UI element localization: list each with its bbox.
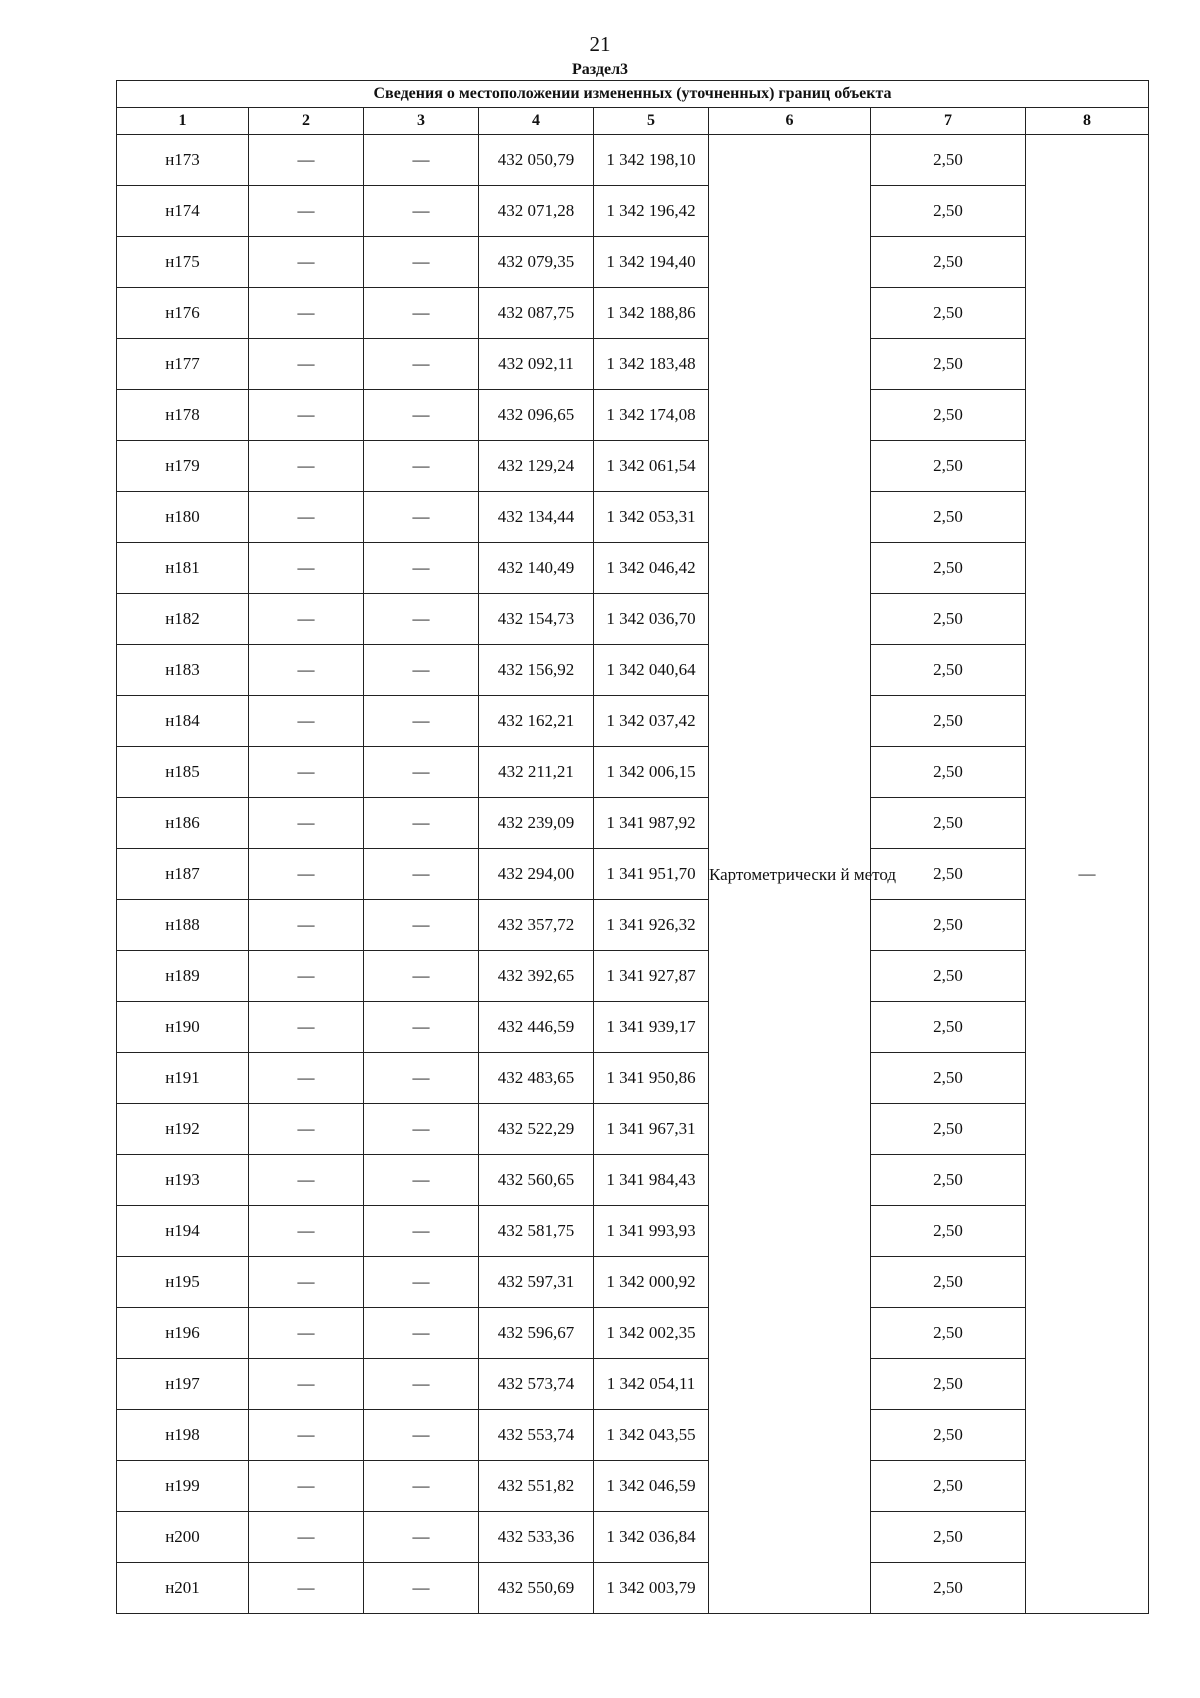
y-coordinate-cell: 1 342 046,42 [594, 543, 709, 594]
x-coordinate-cell: 432 357,72 [479, 900, 594, 951]
table-row [117, 900, 1149, 951]
col2-cell: — [249, 1104, 364, 1155]
y-coordinate-cell: 1 341 993,93 [594, 1206, 709, 1257]
table-row [117, 1410, 1149, 1461]
y-coordinate-cell: 1 342 183,48 [594, 339, 709, 390]
column-header-row [117, 108, 1149, 135]
table-row [117, 390, 1149, 441]
accuracy-cell: 2,50 [871, 1461, 1026, 1512]
column-header-2: 2 [249, 108, 364, 135]
point-cell: н199 [117, 1461, 249, 1512]
col2-cell: — [249, 1002, 364, 1053]
y-coordinate-cell: 1 342 000,92 [594, 1257, 709, 1308]
accuracy-cell: 2,50 [871, 1410, 1026, 1461]
x-coordinate-cell: 432 446,59 [479, 1002, 594, 1053]
accuracy-cell: 2,50 [871, 696, 1026, 747]
table-row [117, 1563, 1149, 1614]
table-row [117, 1104, 1149, 1155]
x-coordinate-cell: 432 551,82 [479, 1461, 594, 1512]
y-coordinate-cell: 1 341 984,43 [594, 1155, 709, 1206]
table-caption: Сведения о местоположении измененных (уточненных) границ объекта [117, 81, 1149, 108]
point-cell: н183 [117, 645, 249, 696]
x-coordinate-cell: 432 087,75 [479, 288, 594, 339]
table-row [117, 1308, 1149, 1359]
y-coordinate-cell: 1 341 950,86 [594, 1053, 709, 1104]
column-header-6: 6 [709, 108, 871, 135]
point-cell: н195 [117, 1257, 249, 1308]
point-cell: н189 [117, 951, 249, 1002]
point-cell: н200 [117, 1512, 249, 1563]
table-row [117, 951, 1149, 1002]
y-coordinate-cell: 1 342 054,11 [594, 1359, 709, 1410]
table-row [117, 288, 1149, 339]
point-cell: н181 [117, 543, 249, 594]
col3-cell: — [364, 900, 479, 951]
y-coordinate-cell: 1 341 927,87 [594, 951, 709, 1002]
col2-cell: — [249, 1512, 364, 1563]
point-cell: н176 [117, 288, 249, 339]
point-cell: н192 [117, 1104, 249, 1155]
x-coordinate-cell: 432 239,09 [479, 798, 594, 849]
col3-cell: — [364, 594, 479, 645]
x-coordinate-cell: 432 079,35 [479, 237, 594, 288]
accuracy-cell: 2,50 [871, 798, 1026, 849]
col2-cell: — [249, 645, 364, 696]
col3-cell: — [364, 1053, 479, 1104]
section-title: Раздел3 [571, 61, 629, 78]
y-coordinate-cell: 1 342 061,54 [594, 441, 709, 492]
point-cell: н182 [117, 594, 249, 645]
col3-cell: — [364, 696, 479, 747]
col2-cell: — [249, 696, 364, 747]
col2-cell: — [249, 1359, 364, 1410]
x-coordinate-cell: 432 560,65 [479, 1155, 594, 1206]
col3-cell: — [364, 1359, 479, 1410]
table-row [117, 543, 1149, 594]
accuracy-cell: 2,50 [871, 900, 1026, 951]
col8-cell: — [1026, 135, 1149, 1614]
accuracy-cell: 2,50 [871, 1155, 1026, 1206]
x-coordinate-cell: 432 071,28 [479, 186, 594, 237]
y-coordinate-cell: 1 342 053,31 [594, 492, 709, 543]
table-row [117, 339, 1149, 390]
x-coordinate-cell: 432 211,21 [479, 747, 594, 798]
x-coordinate-cell: 432 392,65 [479, 951, 594, 1002]
col2-cell: — [249, 288, 364, 339]
col3-cell: — [364, 798, 479, 849]
y-coordinate-cell: 1 341 926,32 [594, 900, 709, 951]
table-row [117, 135, 1149, 186]
y-coordinate-cell: 1 342 002,35 [594, 1308, 709, 1359]
point-cell: н178 [117, 390, 249, 441]
col2-cell: — [249, 1155, 364, 1206]
y-coordinate-cell: 1 342 036,84 [594, 1512, 709, 1563]
x-coordinate-cell: 432 096,65 [479, 390, 594, 441]
accuracy-cell: 2,50 [871, 747, 1026, 798]
table-row [117, 1002, 1149, 1053]
table-body [117, 135, 1149, 1614]
y-coordinate-cell: 1 342 196,42 [594, 186, 709, 237]
col3-cell: — [364, 1308, 479, 1359]
x-coordinate-cell: 432 596,67 [479, 1308, 594, 1359]
column-header-4: 4 [479, 108, 594, 135]
page-number: 21 [589, 32, 611, 56]
y-coordinate-cell: 1 341 987,92 [594, 798, 709, 849]
accuracy-cell: 2,50 [871, 1206, 1026, 1257]
col3-cell: — [364, 288, 479, 339]
table-row [117, 1512, 1149, 1563]
table-row [117, 1359, 1149, 1410]
accuracy-cell: 2,50 [871, 1563, 1026, 1614]
col3-cell: — [364, 1206, 479, 1257]
col3-cell: — [364, 237, 479, 288]
col2-cell: — [249, 390, 364, 441]
table-row [117, 1461, 1149, 1512]
point-cell: н187 [117, 849, 249, 900]
table-row [117, 237, 1149, 288]
column-header-1: 1 [117, 108, 249, 135]
x-coordinate-cell: 432 597,31 [479, 1257, 594, 1308]
column-header-8: 8 [1026, 108, 1149, 135]
accuracy-cell: 2,50 [871, 135, 1026, 186]
col3-cell: — [364, 645, 479, 696]
point-cell: н186 [117, 798, 249, 849]
column-header-7: 7 [871, 108, 1026, 135]
point-cell: н184 [117, 696, 249, 747]
col3-cell: — [364, 441, 479, 492]
col2-cell: — [249, 339, 364, 390]
col2-cell: — [249, 1053, 364, 1104]
col3-cell: — [364, 186, 479, 237]
table-row [117, 645, 1149, 696]
point-cell: н188 [117, 900, 249, 951]
x-coordinate-cell: 432 573,74 [479, 1359, 594, 1410]
y-coordinate-cell: 1 342 194,40 [594, 237, 709, 288]
x-coordinate-cell: 432 156,92 [479, 645, 594, 696]
x-coordinate-cell: 432 162,21 [479, 696, 594, 747]
accuracy-cell: 2,50 [871, 1002, 1026, 1053]
x-coordinate-cell: 432 553,74 [479, 1410, 594, 1461]
accuracy-cell: 2,50 [871, 951, 1026, 1002]
point-cell: н194 [117, 1206, 249, 1257]
x-coordinate-cell: 432 140,49 [479, 543, 594, 594]
accuracy-cell: 2,50 [871, 186, 1026, 237]
accuracy-cell: 2,50 [871, 1053, 1026, 1104]
y-coordinate-cell: 1 342 003,79 [594, 1563, 709, 1614]
accuracy-cell: 2,50 [871, 1104, 1026, 1155]
col3-cell: — [364, 1563, 479, 1614]
accuracy-cell: 2,50 [871, 645, 1026, 696]
accuracy-cell: 2,50 [871, 1308, 1026, 1359]
col2-cell: — [249, 1461, 364, 1512]
col2-cell: — [249, 135, 364, 186]
col2-cell: — [249, 747, 364, 798]
accuracy-cell: 2,50 [871, 492, 1026, 543]
table-row [117, 1206, 1149, 1257]
col3-cell: — [364, 339, 479, 390]
col3-cell: — [364, 1512, 479, 1563]
col3-cell: — [364, 1257, 479, 1308]
col3-cell: — [364, 1155, 479, 1206]
point-cell: н197 [117, 1359, 249, 1410]
point-cell: н177 [117, 339, 249, 390]
y-coordinate-cell: 1 342 188,86 [594, 288, 709, 339]
x-coordinate-cell: 432 550,69 [479, 1563, 594, 1614]
col3-cell: — [364, 1002, 479, 1053]
accuracy-cell: 2,50 [871, 1359, 1026, 1410]
table-row [117, 747, 1149, 798]
accuracy-cell: 2,50 [871, 594, 1026, 645]
point-cell: н174 [117, 186, 249, 237]
accuracy-cell: 2,50 [871, 237, 1026, 288]
x-coordinate-cell: 432 050,79 [479, 135, 594, 186]
y-coordinate-cell: 1 341 951,70 [594, 849, 709, 900]
col2-cell: — [249, 900, 364, 951]
point-cell: н196 [117, 1308, 249, 1359]
accuracy-cell: 2,50 [871, 1257, 1026, 1308]
table-row [117, 798, 1149, 849]
point-cell: н173 [117, 135, 249, 186]
y-coordinate-cell: 1 342 036,70 [594, 594, 709, 645]
point-cell: н193 [117, 1155, 249, 1206]
method-cell: Картометрически й метод [709, 135, 871, 1614]
col2-cell: — [249, 951, 364, 1002]
y-coordinate-cell: 1 342 040,64 [594, 645, 709, 696]
col3-cell: — [364, 1461, 479, 1512]
col3-cell: — [364, 1410, 479, 1461]
table-row [117, 1053, 1149, 1104]
col3-cell: — [364, 135, 479, 186]
x-coordinate-cell: 432 129,24 [479, 441, 594, 492]
y-coordinate-cell: 1 342 037,42 [594, 696, 709, 747]
column-header-3: 3 [364, 108, 479, 135]
accuracy-cell: 2,50 [871, 339, 1026, 390]
table-row [117, 492, 1149, 543]
col3-cell: — [364, 951, 479, 1002]
col2-cell: — [249, 237, 364, 288]
col3-cell: — [364, 747, 479, 798]
table-row [117, 594, 1149, 645]
accuracy-cell: 2,50 [871, 849, 1026, 900]
point-cell: н185 [117, 747, 249, 798]
x-coordinate-cell: 432 581,75 [479, 1206, 594, 1257]
col2-cell: — [249, 594, 364, 645]
col2-cell: — [249, 492, 364, 543]
col2-cell: — [249, 441, 364, 492]
point-cell: н198 [117, 1410, 249, 1461]
col2-cell: — [249, 1257, 364, 1308]
x-coordinate-cell: 432 154,73 [479, 594, 594, 645]
col3-cell: — [364, 1104, 479, 1155]
point-cell: н179 [117, 441, 249, 492]
col2-cell: — [249, 798, 364, 849]
col3-cell: — [364, 849, 479, 900]
column-header-5: 5 [594, 108, 709, 135]
accuracy-cell: 2,50 [871, 543, 1026, 594]
col2-cell: — [249, 543, 364, 594]
col3-cell: — [364, 390, 479, 441]
col3-cell: — [364, 492, 479, 543]
x-coordinate-cell: 432 533,36 [479, 1512, 594, 1563]
table-row [117, 441, 1149, 492]
table-row [117, 1257, 1149, 1308]
col2-cell: — [249, 1308, 364, 1359]
point-cell: н180 [117, 492, 249, 543]
accuracy-cell: 2,50 [871, 288, 1026, 339]
x-coordinate-cell: 432 134,44 [479, 492, 594, 543]
col2-cell: — [249, 1410, 364, 1461]
x-coordinate-cell: 432 483,65 [479, 1053, 594, 1104]
col2-cell: — [249, 1563, 364, 1614]
accuracy-cell: 2,50 [871, 441, 1026, 492]
table-caption-row [117, 81, 1149, 108]
col2-cell: — [249, 849, 364, 900]
point-cell: н201 [117, 1563, 249, 1614]
col3-cell: — [364, 543, 479, 594]
table-row [117, 1155, 1149, 1206]
y-coordinate-cell: 1 342 174,08 [594, 390, 709, 441]
y-coordinate-cell: 1 341 967,31 [594, 1104, 709, 1155]
y-coordinate-cell: 1 342 043,55 [594, 1410, 709, 1461]
table-row [117, 849, 1149, 900]
col2-cell: — [249, 186, 364, 237]
y-coordinate-cell: 1 342 046,59 [594, 1461, 709, 1512]
table-row [117, 696, 1149, 747]
x-coordinate-cell: 432 522,29 [479, 1104, 594, 1155]
point-cell: н191 [117, 1053, 249, 1104]
accuracy-cell: 2,50 [871, 390, 1026, 441]
x-coordinate-cell: 432 092,11 [479, 339, 594, 390]
point-cell: н190 [117, 1002, 249, 1053]
y-coordinate-cell: 1 342 006,15 [594, 747, 709, 798]
accuracy-cell: 2,50 [871, 1512, 1026, 1563]
y-coordinate-cell: 1 341 939,17 [594, 1002, 709, 1053]
y-coordinate-cell: 1 342 198,10 [594, 135, 709, 186]
col2-cell: — [249, 1206, 364, 1257]
x-coordinate-cell: 432 294,00 [479, 849, 594, 900]
table-row [117, 186, 1149, 237]
boundary-coordinates-table [116, 80, 1149, 1614]
point-cell: н175 [117, 237, 249, 288]
